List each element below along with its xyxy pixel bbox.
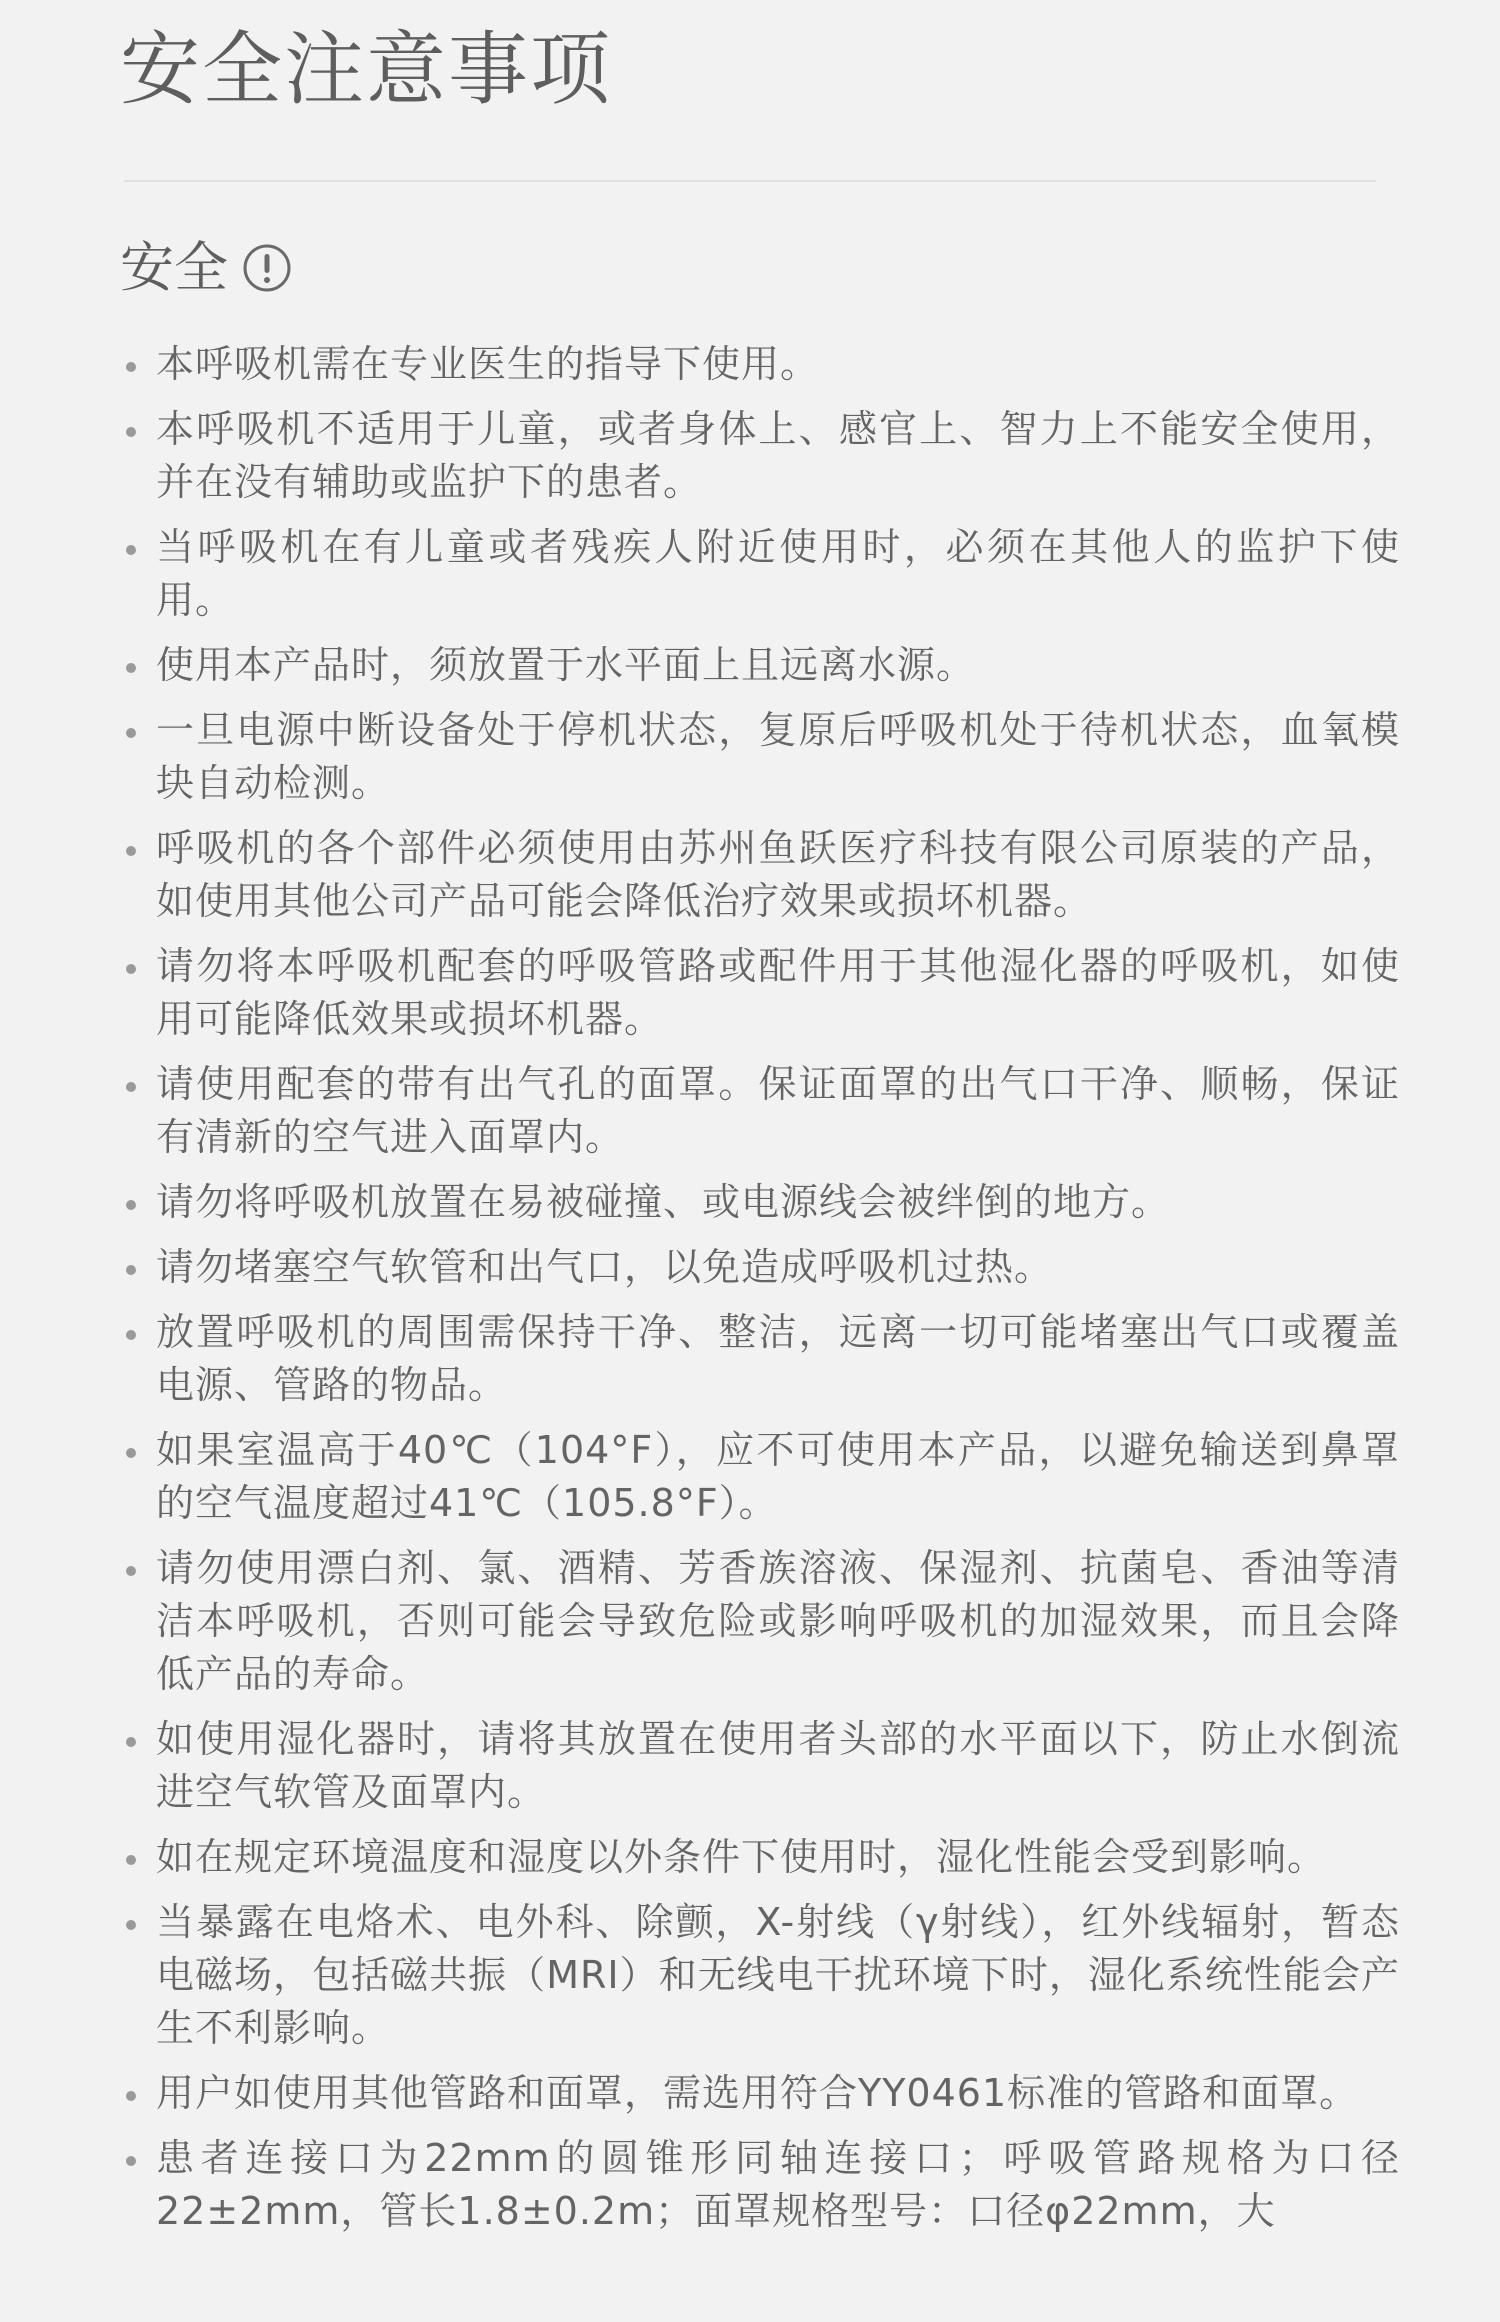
list-item bbox=[120, 1542, 1400, 1701]
bullet-dot bbox=[126, 1200, 136, 1210]
list-item bbox=[120, 338, 1400, 391]
list-item-text: 当呼吸机在有儿童或者残疾人附近使用时，必须在其他人的监护下使用。 bbox=[156, 525, 1400, 622]
list-item-text: 呼吸机的各个部件必须使用由苏州鱼跃医疗科技有限公司原装的产品，如使用其他公司产品可能会降低治疗效果或损坏机器。 bbox=[156, 826, 1400, 923]
list-item bbox=[120, 521, 1400, 627]
list-item-text: 用户如使用其他管路和面罩，需选用符合YY0461标准的管路和面罩。 bbox=[156, 2071, 1359, 2115]
list-item bbox=[120, 2067, 1400, 2120]
bullet-dot bbox=[126, 427, 136, 437]
list-item-text: 使用本产品时，须放置于水平面上且远离水源。 bbox=[156, 643, 976, 687]
list-item-text: 请勿将呼吸机放置在易被碰撞、或电源线会被绊倒的地方。 bbox=[156, 1180, 1171, 1224]
bullet-dot bbox=[126, 1082, 136, 1092]
list-item bbox=[120, 940, 1400, 1046]
list-item bbox=[120, 2132, 1400, 2238]
safety-list bbox=[120, 338, 1400, 2250]
list-item bbox=[120, 1424, 1400, 1530]
list-item-text: 如果室温高于40℃（104°F），应不可使用本产品，以避免输送到鼻罩的空气温度超过41℃（105.8°F）。 bbox=[156, 1428, 1400, 1525]
bullet-dot bbox=[126, 545, 136, 555]
exclamation-circle-icon bbox=[242, 243, 292, 293]
bullet-dot bbox=[126, 728, 136, 738]
list-item bbox=[120, 403, 1400, 509]
list-item bbox=[120, 1306, 1400, 1412]
list-item bbox=[120, 1058, 1400, 1164]
section-heading-label: 安全 bbox=[120, 236, 228, 299]
list-item bbox=[120, 1896, 1400, 2055]
list-item bbox=[120, 1831, 1400, 1884]
bullet-dot bbox=[126, 1330, 136, 1340]
list-item-text: 如在规定环境温度和湿度以外条件下使用时，湿化性能会受到影响。 bbox=[156, 1835, 1327, 1879]
list-item bbox=[120, 822, 1400, 928]
list-item bbox=[120, 1176, 1400, 1229]
list-item bbox=[120, 1241, 1400, 1294]
bullet-dot bbox=[126, 846, 136, 856]
list-item-text: 放置呼吸机的周围需保持干净、整洁，远离一切可能堵塞出气口或覆盖电源、管路的物品。 bbox=[156, 1310, 1400, 1407]
bullet-dot bbox=[126, 2156, 136, 2166]
bullet-dot bbox=[126, 1448, 136, 1458]
page-title: 安全注意事项 bbox=[120, 23, 612, 116]
list-item-text: 如使用湿化器时，请将其放置在使用者头部的水平面以下，防止水倒流进空气软管及面罩内。 bbox=[156, 1717, 1400, 1814]
list-item-text: 患者连接口为22mm的圆锥形同轴连接口；呼吸管路规格为口径22±2mm，管长1.8±0.2m；面罩规格型号：口径φ22mm，大 bbox=[156, 2136, 1400, 2233]
bullet-dot bbox=[126, 663, 136, 673]
bullet-dot bbox=[126, 1920, 136, 1930]
list-item-text: 请勿使用漂白剂、氯、酒精、芳香族溶液、保湿剂、抗菌皂、香油等清洁本呼吸机，否则可能会导致危险或影响呼吸机的加湿效果，而且会降低产品的寿命。 bbox=[156, 1546, 1400, 1696]
list-item-text: 本呼吸机需在专业医生的指导下使用。 bbox=[156, 342, 820, 386]
list-item-text: 请勿堵塞空气软管和出气口，以免造成呼吸机过热。 bbox=[156, 1245, 1054, 1289]
list-item-text: 当暴露在电烙术、电外科、除颤，X-射线（γ射线），红外线辐射，暂态电磁场，包括磁共振（MRI）和无线电干扰环境下时，湿化系统性能会产生不利影响。 bbox=[156, 1900, 1400, 2050]
list-item bbox=[120, 1713, 1400, 1819]
bullet-dot bbox=[126, 1265, 136, 1275]
bullet-dot bbox=[126, 964, 136, 974]
bullet-dot bbox=[126, 2091, 136, 2101]
list-item bbox=[120, 639, 1400, 692]
title-divider bbox=[124, 180, 1376, 182]
list-item-text: 请勿将本呼吸机配套的呼吸管路或配件用于其他湿化器的呼吸机，如使用可能降低效果或损坏机器。 bbox=[156, 944, 1400, 1041]
list-item bbox=[120, 704, 1400, 810]
bullet-dot bbox=[126, 1855, 136, 1865]
bullet-dot bbox=[126, 1566, 136, 1576]
bullet-dot bbox=[126, 1737, 136, 1747]
list-item-text: 请使用配套的带有出气孔的面罩。保证面罩的出气口干净、顺畅，保证有清新的空气进入面罩内。 bbox=[156, 1062, 1400, 1159]
list-item-text: 一旦电源中断设备处于停机状态，复原后呼吸机处于待机状态，血氧模块自动检测。 bbox=[156, 708, 1400, 805]
list-item-text: 本呼吸机不适用于儿童，或者身体上、感官上、智力上不能安全使用，并在没有辅助或监护下的患者。 bbox=[156, 407, 1400, 504]
bullet-dot bbox=[126, 362, 136, 372]
section-heading bbox=[120, 228, 292, 308]
